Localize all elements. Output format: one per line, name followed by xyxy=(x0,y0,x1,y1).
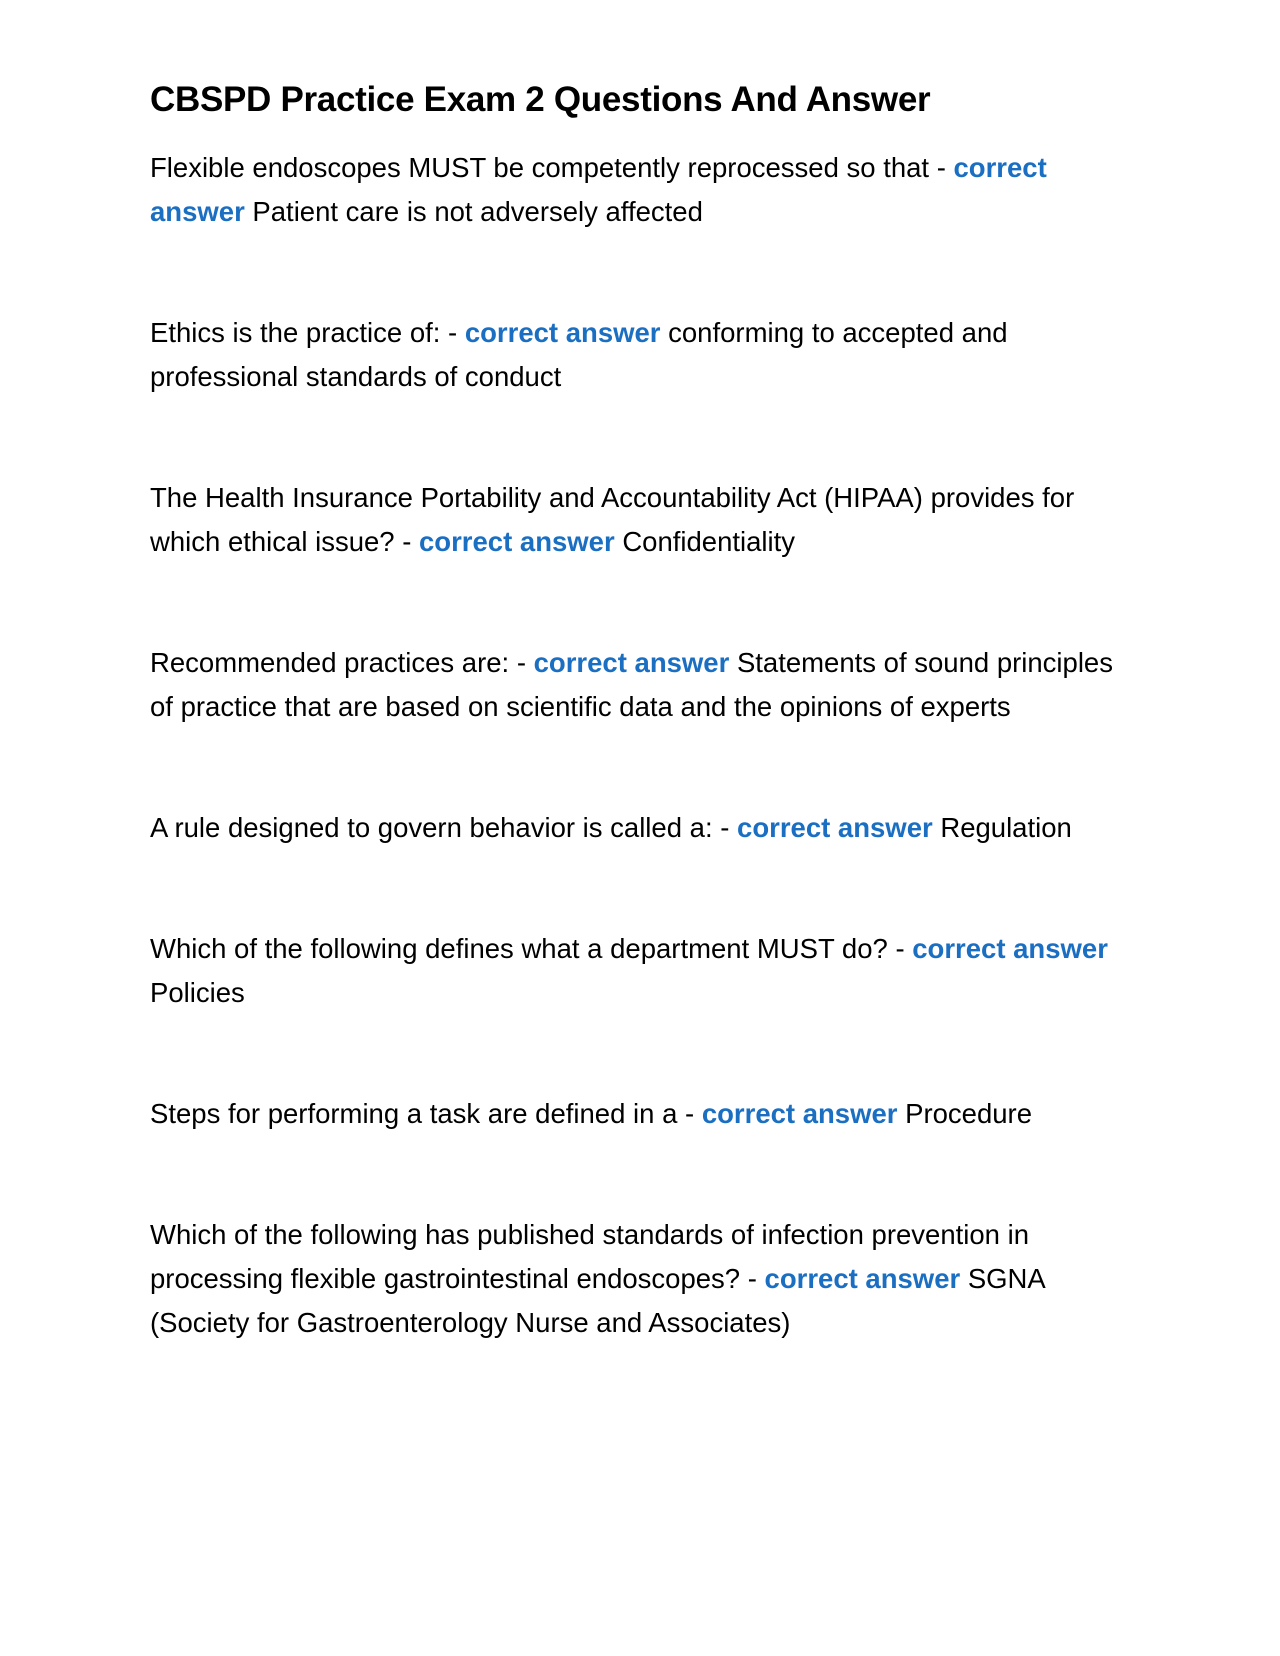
answer-label: correct answer xyxy=(764,1263,961,1294)
answer-text: conforming to accepted and professional standards of conduct xyxy=(150,317,1008,392)
qa-item xyxy=(150,927,1130,1015)
qa-item xyxy=(150,1213,1130,1345)
question-text: Which of the following has published standards of infection prevention in processing flexible gastrointestinal endoscopes? - xyxy=(150,1219,1030,1294)
question-text: A rule designed to govern behavior is called a: - xyxy=(150,812,730,843)
answer-text: Patient care is not adversely affected xyxy=(252,196,703,227)
answer-label: correct answer xyxy=(419,526,615,557)
answer-text: Statements of sound principles of practice that are based on scientific data and the opinions of experts xyxy=(150,647,1113,722)
qa-item xyxy=(150,146,1130,234)
question-text: Ethics is the practice of: - xyxy=(150,317,458,348)
question-text: Steps for performing a task are defined in a - xyxy=(150,1098,695,1129)
answer-text: SGNA (Society for Gastroenterology Nurse and Associates) xyxy=(150,1263,1045,1338)
answer-label: correct answer xyxy=(464,317,661,348)
document-title: CBSPD Practice Exam 2 Questions And Answer xyxy=(150,80,931,119)
answer-label: correct answer xyxy=(737,812,933,843)
qa-item xyxy=(150,311,1130,399)
question-text: Which of the following defines what a department MUST do? - xyxy=(150,933,905,964)
document-page xyxy=(150,74,1130,1422)
answer-label: correct answer xyxy=(912,933,1108,964)
qa-item xyxy=(150,1092,1130,1136)
qa-item xyxy=(150,806,1130,850)
qa-list xyxy=(150,146,1130,1345)
answer-label: correct answer xyxy=(150,152,1047,227)
answer-text: Policies xyxy=(150,977,245,1008)
question-text: Recommended practices are: - xyxy=(150,647,526,678)
answer-text: Confidentiality xyxy=(622,526,796,557)
question-text: The Health Insurance Portability and Accountability Act (HIPAA) provides for which ethical issue? - xyxy=(150,482,1075,557)
qa-item xyxy=(150,641,1130,729)
answer-label: correct answer xyxy=(533,647,730,678)
answer-label: correct answer xyxy=(701,1098,898,1129)
question-text: Flexible endoscopes MUST be competently reprocessed so that - xyxy=(150,152,946,183)
answer-text: Procedure xyxy=(905,1098,1033,1129)
answer-text: Regulation xyxy=(940,812,1072,843)
qa-item xyxy=(150,476,1130,564)
